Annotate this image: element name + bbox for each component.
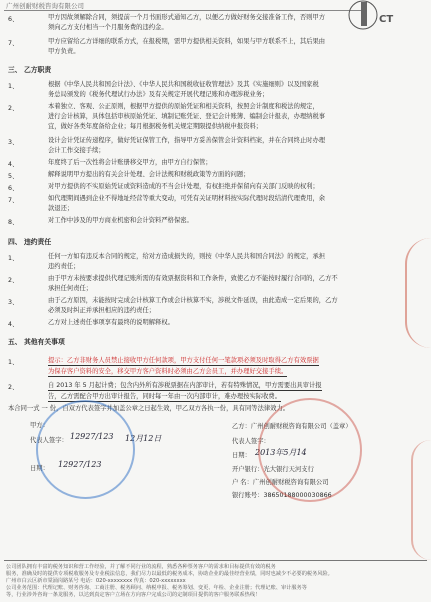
notice-line: 为保存客户资料的安全，移交甲方客户资料时必须由乙方会员工，并办理好交接手续。 xyxy=(48,368,288,375)
party-a-handwriting: 12月12日 xyxy=(125,434,162,443)
item-number: 1、 xyxy=(8,359,19,366)
section-title: 三、 乙方职责 xyxy=(8,66,52,74)
party-a-seal xyxy=(36,400,135,499)
item-number: 2、 xyxy=(8,277,19,284)
item-line: 会计工作交接手续； xyxy=(48,147,105,154)
item-line: 须向乙方支付相当一个月服务费的违约金。 xyxy=(48,24,168,31)
footer-line: 公司业务范围：代理记账、财务咨询、工商注册、税务顾问、纳税申报、税务筹划、变更、年检、企业注册；代理记账、审计服务等 xyxy=(6,585,307,591)
item-line: 甲方应留给乙方详细的联系方式，在报税期，需甲方提供相关资料，如果与甲方联系不上，其后果由 xyxy=(48,38,326,45)
item-line: 如代理期间遇到企业不得地址经营等重大变动，可凭有关证明材料按实际代理时段结清代理费用，余 xyxy=(48,195,326,202)
item-line: 款退还； xyxy=(48,205,74,212)
footer-line: 广州市白云区新市棠涌岗路某号 电话：020-xxxxxxxx 传真：020-xxxxxxxx xyxy=(6,578,186,584)
party-b-account-no: 银行账号：38650188000030866 xyxy=(232,492,332,499)
item-line: 任何一方如有违反本合同的规定，给对方造成损失的，则按《中华人民共和国合同法》的规定，承担 xyxy=(48,253,326,260)
item-number: 2、 xyxy=(8,384,19,391)
party-b-bank: 开户银行：光大银行天河支行 xyxy=(232,466,314,473)
billing-line: 告，乙方需配合甲方出审计报告，同时每一年由一次内部审计，难办理按实际收费。 xyxy=(48,393,281,400)
party-b-date: 日期： xyxy=(232,452,251,459)
footer-line: 公司团队拥有丰富的税务知识和营工作经验，并了解不同行业的流程，熟悉各种票务客户的需求和目标提供有效的税务 xyxy=(6,564,276,570)
party-a-date: 日期： xyxy=(30,465,49,472)
item-line: 设计会计凭证传递程序，做好凭证保管工作，指导甲方妥善保管会计资料档案，并在合同终止时办理 xyxy=(48,137,326,144)
item-number: 7、 xyxy=(8,197,19,204)
party-b-account-name: 户 名：广州创耐财税咨询有限公司 xyxy=(232,479,329,486)
item-line: 必须及时纠正并承担相应的违约责任； xyxy=(48,307,156,314)
party-b-rep: 代表人签字： xyxy=(232,438,270,445)
item-line: 甲方因故须解除合同，须提前一个月书面形式通知乙方，以便乙方做好财务交接准备工作，否则甲方 xyxy=(48,14,326,21)
item-line: 甲方负责。 xyxy=(48,48,80,55)
item-line: 乙方对上述责任事项享有最终的说明解释权。 xyxy=(48,319,174,326)
party-a-handwriting: 12927/123 xyxy=(58,460,102,469)
section-title: 四、 违约责任 xyxy=(8,238,52,246)
footer-rule xyxy=(4,560,427,561)
party-a-handwriting: 12927/123 xyxy=(70,432,114,441)
item-line: 由于甲方未按要求提供代理记账所需的有效票据资料和工作条件，致使乙方不能按时履行合同的，乙方不 xyxy=(48,275,338,282)
party-a-rep: 代表人签字： xyxy=(30,437,68,444)
item-line: 违约责任； xyxy=(48,263,80,270)
item-number: 4、 xyxy=(8,161,19,168)
item-number: 2、 xyxy=(8,105,19,112)
footer-line: 服务，准确及时的提供专项税收服务及专业税法信息，我们尽力以最低的税务成本，协助企业的最佳经营业绩，同时也减少不必要的税务风险。 xyxy=(6,571,333,577)
item-line: 承担任何责任； xyxy=(48,285,93,292)
item-line: 对工作中涉及的甲方商业机密和会计资料严格保密。 xyxy=(48,217,193,224)
notice-line: 提示：乙方非财务人员禁止接收甲方任何款项，甲方支付任何一笔款项必须及时取得乙方有效票据 xyxy=(48,357,319,364)
item-number: 1、 xyxy=(8,83,19,90)
item-number: 3、 xyxy=(8,299,19,306)
item-number: 6、 xyxy=(8,185,19,192)
item-line: 解释说明甲方提出的有关会计处理、会计法规和财税政策等方面的问题； xyxy=(48,171,250,178)
item-number: 5、 xyxy=(8,173,19,180)
party-b-seal xyxy=(258,398,362,502)
party-b-handwriting: 2013年5月14 xyxy=(255,448,307,457)
logo-text: CT xyxy=(379,14,394,25)
footer-line: 等，行业涉外咨询一条龙服务，以达到真定客户立场在方向客户完成公司的定制项目提供的客户服务联系热线！ xyxy=(6,592,261,598)
section-title: 五、 其他有关事项 xyxy=(8,338,65,346)
item-number: 8、 xyxy=(8,219,19,226)
item-number: 1、 xyxy=(8,255,19,262)
item-number: 7、 xyxy=(8,40,19,47)
item-line: 对甲方提供的不实原始凭证或资料造成的不当会计处理，有权拒绝并保留向有关部门反映的权利； xyxy=(48,183,319,190)
billing-line: 自 2013 年 5 月起计费；包含内外所有涉税票据在内部审计，若有特殊情况，甲方需要出具审计报 xyxy=(48,382,322,389)
item-line: 根据《中华人民共和国会计法》、《中华人民共和国税收征收管理法》及其《实施细则》以及国家税 xyxy=(48,81,319,88)
item-number: 3、 xyxy=(8,139,19,146)
item-line: 本着独立、客观、公正原则，根据甲方提供的原始凭证和相关资料，按照会计制度和税法的规定， xyxy=(48,103,319,110)
party-b-label: 乙方：广州创耐财税咨询有限公司（盖章） xyxy=(232,423,352,430)
item-line: 年度终了后一次性将会计账册移交甲方，由甲方自行保管； xyxy=(48,159,212,166)
company-logo xyxy=(345,0,409,30)
party-a-label: 甲方： xyxy=(30,422,49,429)
seam-stamp xyxy=(405,238,431,348)
closing-clause: 本合同一式 一 份，自双方代表签字并加盖公章之日起生效，甲乙双方各执一份，具有同等法律效力。 xyxy=(8,405,290,412)
item-line: 务总局颁发的《税务代理试行办法》及有关规定开展代理记账和办理涉税业务； xyxy=(48,91,269,98)
seam-stamp xyxy=(411,440,431,560)
item-line: 由于乙方原因，未能按时完成会计核算工作或会计核算不实，涉税文件延误，由此造成一定后果的，乙方 xyxy=(48,297,338,304)
header-rule xyxy=(4,10,361,11)
header-company: 广州创耐财税咨询有限公司 xyxy=(6,2,84,10)
item-line: 宜，做好各类年度备给企业；每月根据税务机关规定期限提供纳税申报资料； xyxy=(48,123,263,130)
item-number: 6、 xyxy=(8,16,19,23)
item-number: 4、 xyxy=(8,321,19,328)
item-line: 进行会计核算，具体包括审核原始凭证、填制记账凭证、登记会计账簿、编制会计报表，办理纳税事 xyxy=(48,113,326,120)
